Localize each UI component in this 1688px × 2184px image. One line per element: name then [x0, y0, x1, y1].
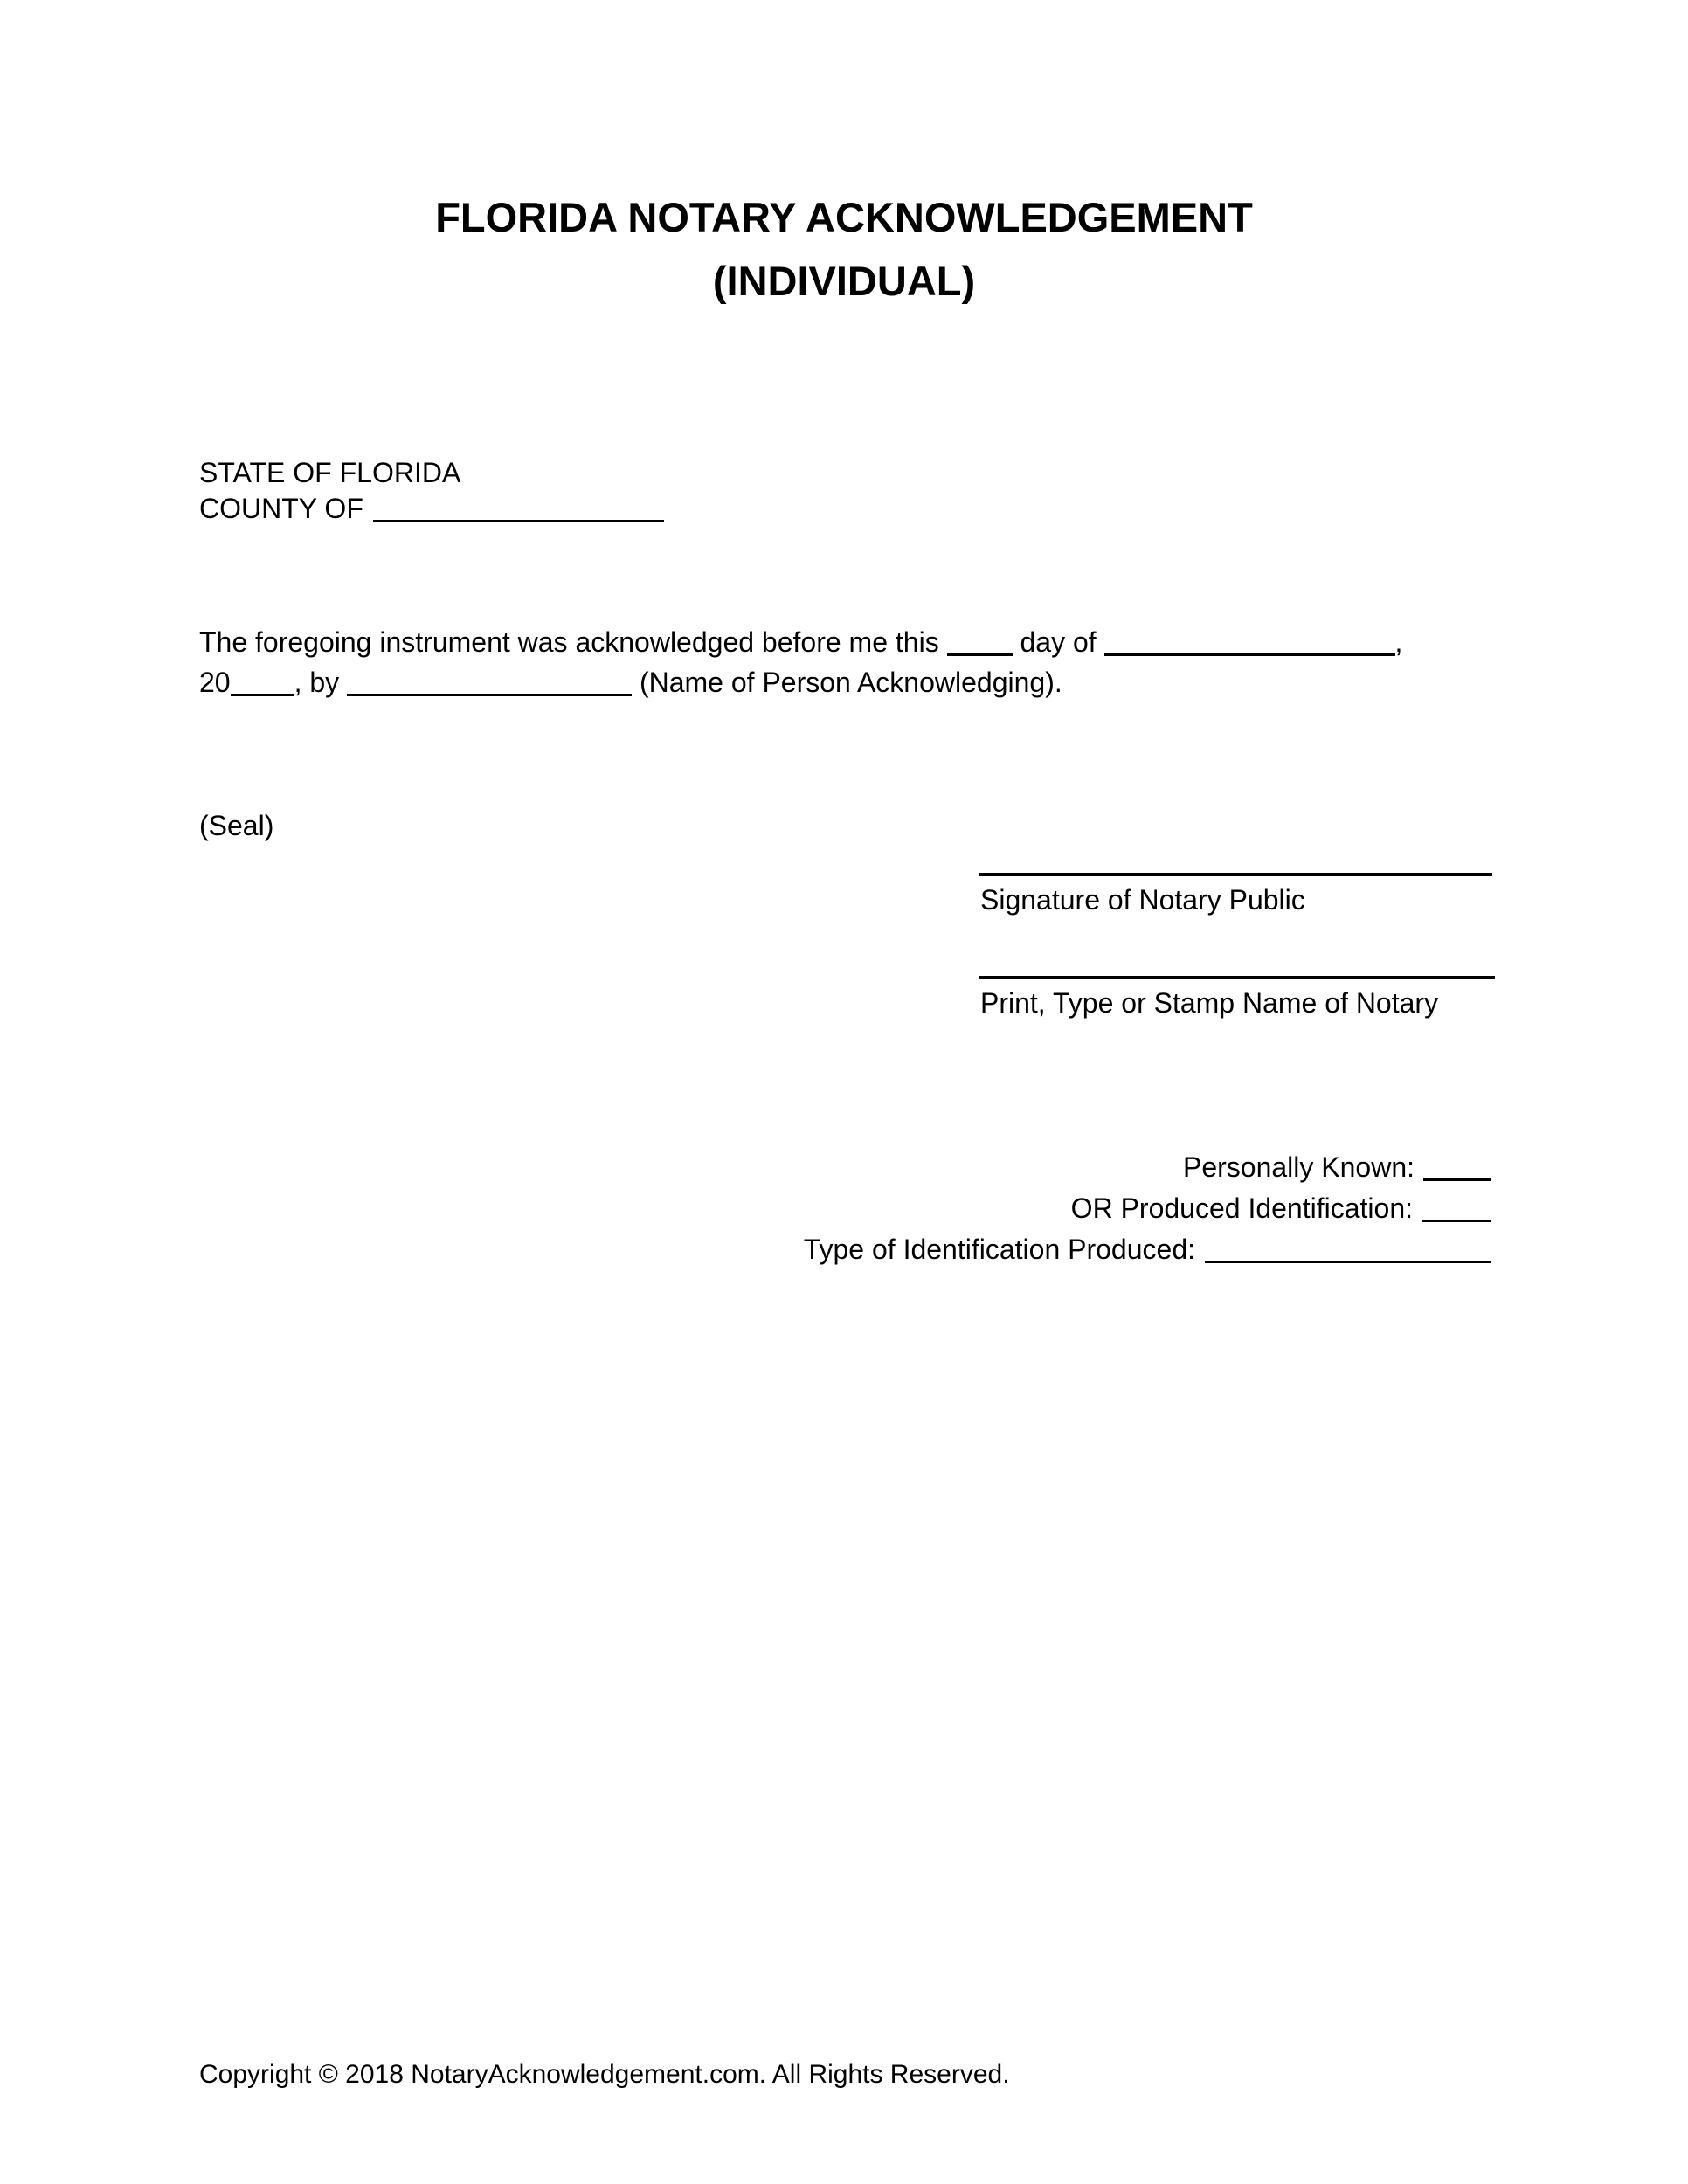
month-blank[interactable]: [1104, 652, 1395, 656]
ack-text-by: , by: [294, 667, 340, 698]
county-blank[interactable]: [373, 518, 664, 522]
identification-block: [804, 1147, 1491, 1270]
acknowledging-person-name-blank[interactable]: [347, 692, 632, 696]
type-of-identification-line: [804, 1229, 1491, 1270]
type-of-identification-label: Type of Identification Produced:: [803, 1234, 1195, 1265]
copyright-notice: Copyright © 2018 NotaryAcknowledgement.com. All Rights Reserved.: [199, 2060, 1010, 2089]
title-line-2: (INDIVIDUAL): [712, 258, 976, 304]
county-label: COUNTY OF: [199, 493, 363, 524]
venue-block: [199, 455, 664, 527]
notary-signature-line[interactable]: [979, 873, 1492, 876]
acknowledgment-line-2: [199, 662, 1501, 702]
notary-signature-caption: Signature of Notary Public: [980, 884, 1305, 916]
year-blank[interactable]: [231, 692, 294, 696]
produced-identification-line: [804, 1188, 1491, 1229]
ack-text-comma: ,: [1394, 626, 1403, 658]
document-title: [0, 185, 1688, 313]
ack-text-day-of: day of: [1020, 626, 1097, 658]
county-line: [199, 491, 664, 527]
ack-text-year-prefix: 20: [199, 667, 231, 698]
produced-identification-blank[interactable]: [1422, 1218, 1491, 1222]
produced-identification-label: OR Produced Identification:: [1070, 1192, 1413, 1224]
personally-known-blank[interactable]: [1423, 1177, 1491, 1181]
personally-known-label: Personally Known:: [1182, 1151, 1415, 1183]
ack-text-before-day: The foregoing instrument was acknowledged before me this: [199, 626, 939, 658]
title-line-1: FLORIDA NOTARY ACKNOWLEDGEMENT: [435, 194, 1253, 240]
ack-text-name-note: (Name of Person Acknowledging).: [639, 667, 1062, 698]
notary-print-name-line[interactable]: [979, 976, 1495, 979]
notary-print-name-caption: Print, Type or Stamp Name of Notary: [980, 987, 1439, 1019]
day-blank[interactable]: [947, 652, 1013, 656]
personally-known-line: [804, 1147, 1491, 1188]
seal-label: (Seal): [199, 810, 274, 841]
acknowledgment-paragraph: [199, 622, 1501, 702]
acknowledgment-line-1: [199, 622, 1501, 662]
state-line: STATE OF FLORIDA: [199, 457, 461, 488]
type-of-identification-blank[interactable]: [1205, 1259, 1491, 1263]
